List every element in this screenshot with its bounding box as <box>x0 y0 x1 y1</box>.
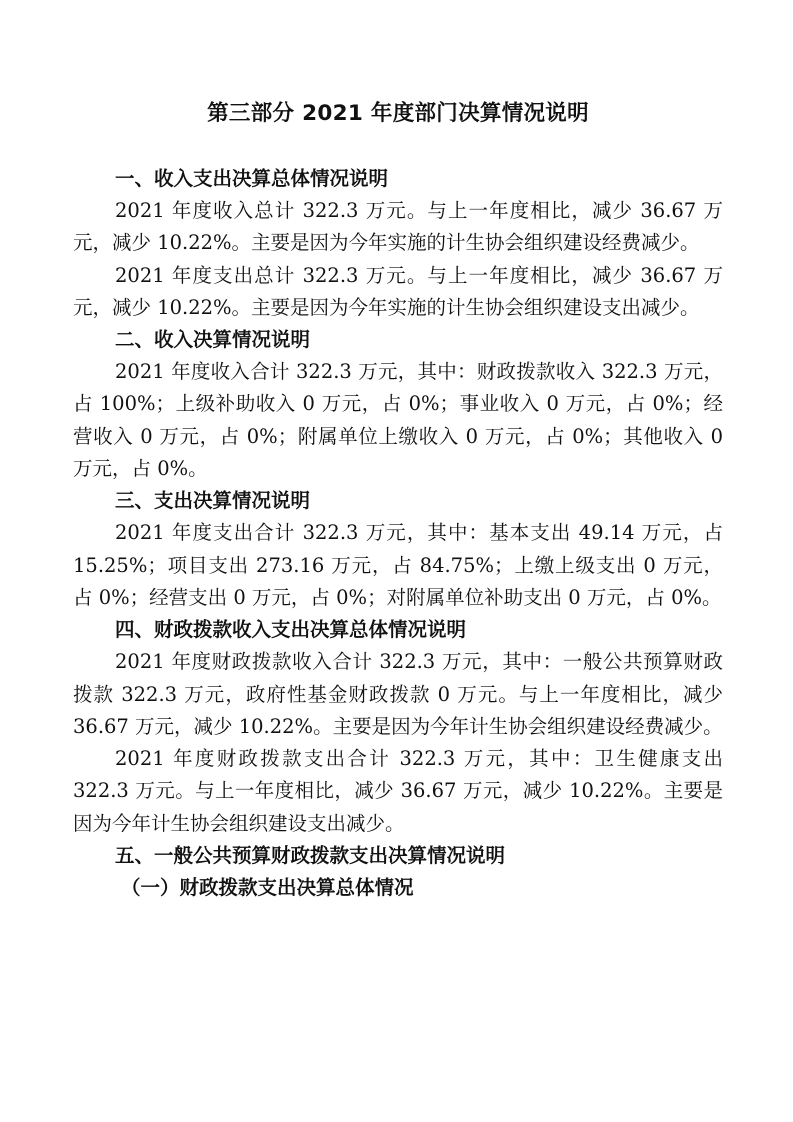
section-5-heading: 五、一般公共预算财政拨款支出决算情况说明 <box>115 844 506 868</box>
section-1-paragraph-2: 2021 年度支出总计 322.3 万元。与上一年度相比，减少 36.67 万元，减少 10.22%。主要是因为今年实施的计生协会组织建设支出减少。 <box>73 263 723 319</box>
section-2-paragraph-1: 2021 年度收入合计 322.3 万元，其中：财政拨款收入 322.3 万元，占 100%；上级补助收入 0 万元，占 0%；事业收入 0 万元，占 0%；经营收入 0 万元，占 0%；附属单位上缴收入 0 万元，占 0%；其他收入 0 万元，占 0%。 <box>73 360 723 481</box>
section-4-paragraph-2: 2021 年度财政拨款支出合计 322.3 万元，其中：卫生健康支出 322.3 万元。与上一年度相比，减少 36.67 万元，减少 10.22%。主要是因为今年计生协会组织建设支出减少。 <box>73 747 723 835</box>
page-title: 第三部分 2021 年度部门决算情况说明 <box>207 101 589 126</box>
section-4-paragraph-1: 2021 年度财政拨款收入合计 322.3 万元，其中：一般公共预算财政拨款 322.3 万元，政府性基金财政拨款 0 万元。与上一年度相比，减少 36.67 万元，减少 10.22%。主要是因为今年计生协会组织建设经费减少。 <box>73 650 723 738</box>
section-4-heading: 四、财政拨款收入支出决算总体情况说明 <box>115 618 467 642</box>
section-1-heading: 一、收入支出决算总体情况说明 <box>115 167 389 190</box>
subsection-heading: （一）财政拨款支出决算总体情况 <box>121 876 414 900</box>
section-1-paragraph-1: 2021 年度收入总计 322.3 万元。与上一年度相比，减少 36.67 万元，减少 10.22%。主要是因为今年实施的计生协会组织建设经费减少。 <box>73 199 723 255</box>
section-2-heading: 二、收入决算情况说明 <box>115 328 311 352</box>
section-3-paragraph-1: 2021 年度支出合计 322.3 万元，其中：基本支出 49.14 万元，占 15.25%；项目支出 273.16 万元，占 84.75%；上缴上级支出 0 万元，占 0%；经营支出 0 万元，占 0%；对附属单位补助支出 0 万元，占 0%。 <box>73 521 723 609</box>
section-3-heading: 三、支出决算情况说明 <box>115 489 311 513</box>
